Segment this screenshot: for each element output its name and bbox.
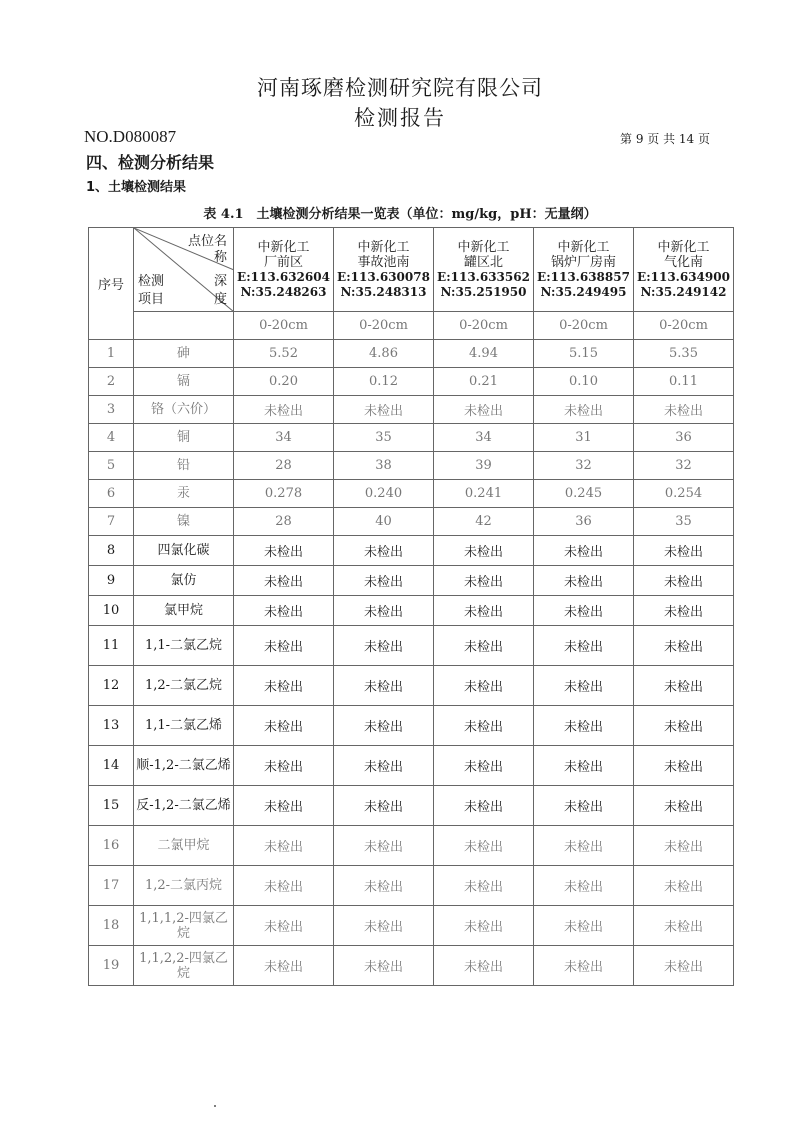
site-coord-n: N:35.251950 xyxy=(440,284,527,299)
row-value: 未检出 xyxy=(634,396,734,424)
row-value: 未检出 xyxy=(234,396,334,424)
row-value: 未检出 xyxy=(334,786,434,826)
corner-site-label-b: 称 xyxy=(213,250,227,265)
row-value: 未检出 xyxy=(234,596,334,626)
row-item: 汞 xyxy=(134,480,234,508)
row-item: 1,2-二氯乙烷 xyxy=(134,666,234,706)
table-row xyxy=(89,424,734,452)
row-number: 9 xyxy=(89,566,134,596)
table-row xyxy=(89,536,734,566)
row-value: 未检出 xyxy=(534,666,634,706)
report-title: 检测报告 xyxy=(354,106,446,130)
row-value: 42 xyxy=(434,508,534,536)
row-value: 未检出 xyxy=(334,596,434,626)
row-value: 未检出 xyxy=(634,566,734,596)
row-value: 未检出 xyxy=(534,626,634,666)
site-coord-e: E:113.633562 xyxy=(437,269,530,284)
row-value: 未检出 xyxy=(534,906,634,946)
row-value: 未检出 xyxy=(234,706,334,746)
row-value: 34 xyxy=(234,424,334,452)
row-number: 12 xyxy=(89,666,134,706)
table-row xyxy=(89,480,734,508)
row-value: 未检出 xyxy=(534,786,634,826)
row-value: 未检出 xyxy=(334,826,434,866)
row-value: 32 xyxy=(534,452,634,480)
row-value: 未检出 xyxy=(334,396,434,424)
row-item: 铜 xyxy=(134,424,234,452)
site-depth-1: 0-20cm xyxy=(234,312,334,340)
row-item: 砷 xyxy=(134,340,234,368)
row-value: 5.52 xyxy=(234,340,334,368)
row-value: 未检出 xyxy=(234,666,334,706)
seq-header: 序号 xyxy=(89,228,134,340)
row-value: 未检出 xyxy=(434,866,534,906)
row-number: 6 xyxy=(89,480,134,508)
row-number: 1 xyxy=(89,340,134,368)
site-header-1 xyxy=(234,228,334,312)
table-row xyxy=(89,508,734,536)
site-header-5 xyxy=(634,228,734,312)
row-item: 铬（六价） xyxy=(134,396,234,424)
depth-row-label xyxy=(134,312,234,340)
row-value: 未检出 xyxy=(334,746,434,786)
site-name: 中新化工 xyxy=(457,239,510,255)
site-name-2: 罐区北 xyxy=(463,254,503,270)
row-value: 未检出 xyxy=(634,786,734,826)
row-value: 未检出 xyxy=(234,866,334,906)
row-item: 1,1,1,2-四氯乙烷 xyxy=(134,906,234,946)
row-number: 7 xyxy=(89,508,134,536)
site-coord-n: N:35.248263 xyxy=(240,284,327,299)
row-number: 5 xyxy=(89,452,134,480)
row-item: 镍 xyxy=(134,508,234,536)
row-item: 镉 xyxy=(134,368,234,396)
site-name: 中新化工 xyxy=(557,239,610,255)
table-row xyxy=(89,596,734,626)
row-value: 0.278 xyxy=(234,480,334,508)
scan-speck xyxy=(214,1105,216,1107)
row-value: 未检出 xyxy=(434,536,534,566)
row-value: 未检出 xyxy=(334,536,434,566)
row-value: 4.94 xyxy=(434,340,534,368)
row-value: 未检出 xyxy=(634,946,734,986)
row-value: 未检出 xyxy=(534,596,634,626)
table-row xyxy=(89,826,734,866)
row-number: 4 xyxy=(89,424,134,452)
row-item: 1,1-二氯乙烯 xyxy=(134,706,234,746)
row-item: 顺-1,2-二氯乙烯 xyxy=(134,746,234,786)
row-value: 5.15 xyxy=(534,340,634,368)
row-value: 未检出 xyxy=(634,626,734,666)
row-value: 未检出 xyxy=(434,596,534,626)
row-value: 36 xyxy=(634,424,734,452)
site-header-2 xyxy=(334,228,434,312)
row-number: 11 xyxy=(89,626,134,666)
table-row xyxy=(89,946,734,986)
row-value: 0.21 xyxy=(434,368,534,396)
row-value: 未检出 xyxy=(234,826,334,866)
row-number: 3 xyxy=(89,396,134,424)
row-value: 未检出 xyxy=(334,626,434,666)
row-item: 1,1-二氯乙烷 xyxy=(134,626,234,666)
table-row xyxy=(89,396,734,424)
row-value: 35 xyxy=(634,508,734,536)
row-number: 14 xyxy=(89,746,134,786)
row-value: 未检出 xyxy=(434,746,534,786)
row-value: 39 xyxy=(434,452,534,480)
corner-site-label-a: 点位名 xyxy=(187,234,227,249)
row-value: 未检出 xyxy=(434,786,534,826)
row-value: 38 xyxy=(334,452,434,480)
row-value: 0.11 xyxy=(634,368,734,396)
table-row xyxy=(89,706,734,746)
row-value: 0.254 xyxy=(634,480,734,508)
table-row xyxy=(89,566,734,596)
row-value: 未检出 xyxy=(334,906,434,946)
row-value: 未检出 xyxy=(334,866,434,906)
site-coord-e: E:113.630078 xyxy=(337,269,430,284)
corner-item-label-a: 检测 xyxy=(138,274,165,289)
row-value: 5.35 xyxy=(634,340,734,368)
site-coord-e: E:113.634900 xyxy=(637,269,730,284)
row-value: 未检出 xyxy=(434,946,534,986)
report-number: NO.D080087 xyxy=(84,127,177,146)
row-value: 0.12 xyxy=(334,368,434,396)
table-row xyxy=(89,906,734,946)
row-number: 16 xyxy=(89,826,134,866)
row-value: 0.240 xyxy=(334,480,434,508)
row-value: 未检出 xyxy=(434,906,534,946)
row-value: 4.86 xyxy=(334,340,434,368)
row-value: 31 xyxy=(534,424,634,452)
row-value: 未检出 xyxy=(234,906,334,946)
table-row xyxy=(89,368,734,396)
row-value: 未检出 xyxy=(434,566,534,596)
site-name: 中新化工 xyxy=(357,239,410,255)
site-depth-5: 0-20cm xyxy=(634,312,734,340)
table-row xyxy=(89,746,734,786)
row-number: 17 xyxy=(89,866,134,906)
row-number: 15 xyxy=(89,786,134,826)
corner-depth-label-a: 深 xyxy=(213,274,227,289)
row-value: 0.245 xyxy=(534,480,634,508)
table-caption: 表 4.1 土壤检测分析结果一览表（单位：mg/kg，pH：无量纲） xyxy=(203,207,597,222)
row-value: 未检出 xyxy=(234,786,334,826)
row-item: 铅 xyxy=(134,452,234,480)
table-row xyxy=(89,626,734,666)
row-number: 18 xyxy=(89,906,134,946)
row-value: 未检出 xyxy=(634,746,734,786)
row-value: 未检出 xyxy=(534,706,634,746)
row-item: 四氯化碳 xyxy=(134,536,234,566)
row-value: 未检出 xyxy=(334,666,434,706)
site-coord-e: E:113.638857 xyxy=(537,269,630,284)
site-name-2: 厂前区 xyxy=(263,254,303,270)
site-name-2: 事故池南 xyxy=(357,254,410,270)
site-coord-n: N:35.249495 xyxy=(540,284,627,299)
site-name-2: 锅炉厂房南 xyxy=(550,254,616,270)
row-value: 未检出 xyxy=(634,826,734,866)
row-value: 未检出 xyxy=(234,746,334,786)
row-number: 8 xyxy=(89,536,134,566)
site-header-3 xyxy=(434,228,534,312)
row-value: 未检出 xyxy=(634,706,734,746)
site-coord-n: N:35.249142 xyxy=(640,284,727,299)
row-value: 未检出 xyxy=(534,746,634,786)
row-number: 13 xyxy=(89,706,134,746)
row-value: 0.20 xyxy=(234,368,334,396)
company-name: 河南琢磨检测研究院有限公司 xyxy=(257,76,543,100)
row-value: 未检出 xyxy=(234,566,334,596)
row-value: 未检出 xyxy=(534,946,634,986)
row-value: 未检出 xyxy=(634,866,734,906)
row-value: 未检出 xyxy=(434,826,534,866)
corner-header xyxy=(134,228,234,312)
site-coord-n: N:35.248313 xyxy=(340,284,427,299)
site-depth-4: 0-20cm xyxy=(534,312,634,340)
row-value: 32 xyxy=(634,452,734,480)
row-number: 19 xyxy=(89,946,134,986)
row-number: 10 xyxy=(89,596,134,626)
table-row xyxy=(89,340,734,368)
row-value: 未检出 xyxy=(534,826,634,866)
site-name: 中新化工 xyxy=(257,239,310,255)
row-item: 反-1,2-二氯乙烯 xyxy=(134,786,234,826)
site-name: 中新化工 xyxy=(657,239,710,255)
row-value: 未检出 xyxy=(234,946,334,986)
corner-depth-label-b: 度 xyxy=(213,292,227,307)
site-coord-e: E:113.632604 xyxy=(237,269,330,284)
table-row xyxy=(89,666,734,706)
row-value: 未检出 xyxy=(534,396,634,424)
section-title: 四、检测分析结果 xyxy=(86,153,215,172)
row-item: 二氯甲烷 xyxy=(134,826,234,866)
row-value: 35 xyxy=(334,424,434,452)
corner-item-label-b: 项目 xyxy=(138,292,165,307)
table-row xyxy=(89,452,734,480)
row-value: 未检出 xyxy=(334,566,434,596)
site-depth-3: 0-20cm xyxy=(434,312,534,340)
row-value: 未检出 xyxy=(334,946,434,986)
row-value: 34 xyxy=(434,424,534,452)
row-number: 2 xyxy=(89,368,134,396)
row-value: 未检出 xyxy=(334,706,434,746)
row-value: 未检出 xyxy=(534,536,634,566)
row-value: 未检出 xyxy=(434,626,534,666)
site-name-2: 气化南 xyxy=(663,254,703,270)
row-value: 未检出 xyxy=(234,536,334,566)
row-value: 未检出 xyxy=(634,536,734,566)
row-value: 未检出 xyxy=(634,666,734,706)
row-value: 未检出 xyxy=(434,706,534,746)
row-value: 28 xyxy=(234,452,334,480)
soil-results-table xyxy=(88,227,734,986)
row-item: 氯甲烷 xyxy=(134,596,234,626)
site-depth-2: 0-20cm xyxy=(334,312,434,340)
row-item: 1,1,2,2-四氯乙烷 xyxy=(134,946,234,986)
row-item: 1,2-二氯丙烷 xyxy=(134,866,234,906)
row-value: 28 xyxy=(234,508,334,536)
row-value: 未检出 xyxy=(434,666,534,706)
row-value: 36 xyxy=(534,508,634,536)
row-value: 未检出 xyxy=(534,866,634,906)
subsection-title: 1、土壤检测结果 xyxy=(86,180,187,195)
row-value: 0.241 xyxy=(434,480,534,508)
page-info: 第 9 页 共 14 页 xyxy=(620,132,710,146)
table-row xyxy=(89,786,734,826)
row-value: 未检出 xyxy=(634,906,734,946)
row-item: 氯仿 xyxy=(134,566,234,596)
row-value: 未检出 xyxy=(634,596,734,626)
row-value: 40 xyxy=(334,508,434,536)
table-row xyxy=(89,866,734,906)
site-header-4 xyxy=(534,228,634,312)
row-value: 未检出 xyxy=(234,626,334,666)
row-value: 未检出 xyxy=(534,566,634,596)
row-value: 未检出 xyxy=(434,396,534,424)
row-value: 0.10 xyxy=(534,368,634,396)
